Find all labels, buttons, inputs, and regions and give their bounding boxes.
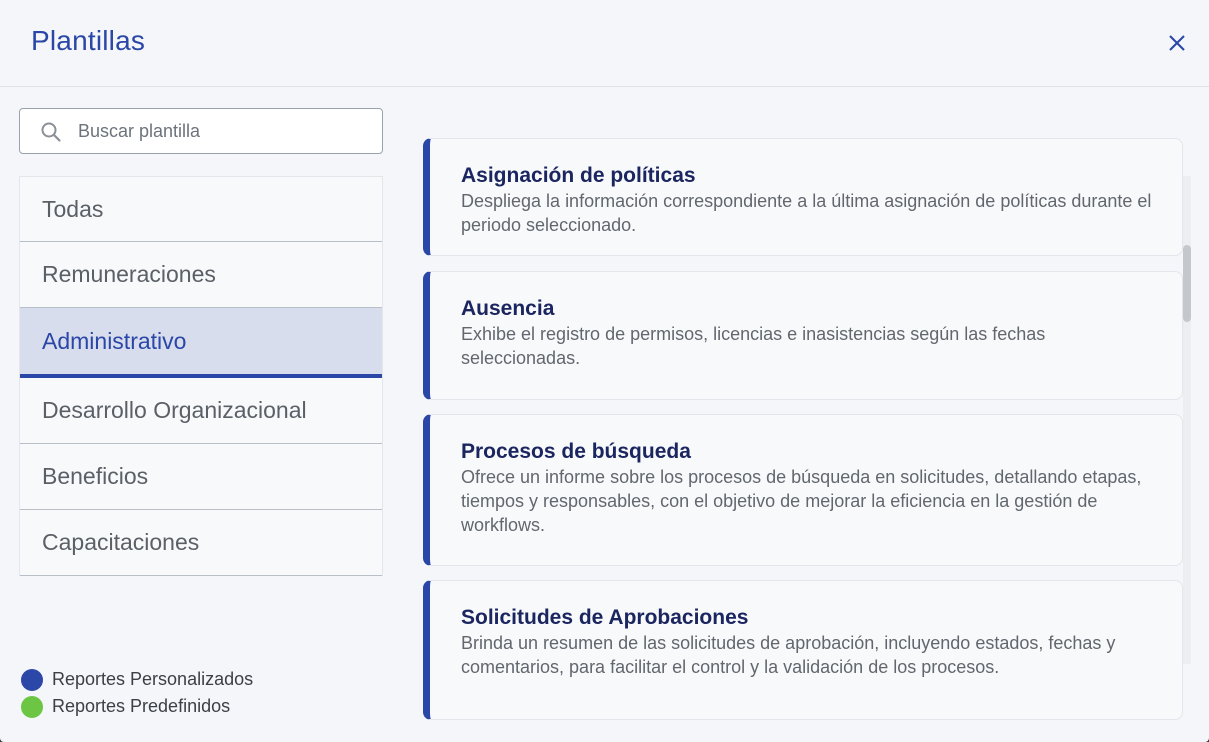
- legend-label: Reportes Predefinidos: [52, 696, 231, 716]
- legend: [21, 666, 253, 720]
- category-capacitaciones[interactable]: Capacitaciones: [20, 510, 382, 576]
- template-title: Ausencia: [461, 297, 555, 320]
- category-todas[interactable]: Todas: [20, 177, 382, 242]
- template-title: Asignación de políticas: [461, 164, 696, 187]
- search-icon: [40, 121, 62, 143]
- template-description: Brinda un resumen de las solicitudes de aprobación, incluyendo estados, fechas y comentarios, para facilitar el control y la validación de los procesos.: [461, 633, 1116, 677]
- template-card[interactable]: [423, 414, 1183, 566]
- scrollbar-thumb[interactable]: [1183, 245, 1191, 322]
- category-remuneraciones[interactable]: Remuneraciones: [20, 242, 382, 308]
- category-administrativo[interactable]: Administrativo: [20, 308, 382, 378]
- legend-label: Reportes Personalizados: [52, 669, 254, 689]
- template-title: Procesos de búsqueda: [461, 440, 691, 463]
- template-card[interactable]: [423, 138, 1183, 256]
- category-beneficios[interactable]: Beneficios: [20, 444, 382, 510]
- category-list: [19, 176, 383, 576]
- scrollbar[interactable]: [1183, 176, 1191, 664]
- legend-dot-green: [21, 696, 43, 718]
- template-card[interactable]: [423, 271, 1183, 400]
- legend-item-personalizados: [21, 666, 253, 693]
- search-box: [19, 108, 383, 154]
- page-title: Plantillas: [31, 25, 146, 56]
- template-description: Exhibe el registro de permisos, licencias e inasistencias según las fechas seleccionadas.: [461, 324, 1046, 368]
- template-card[interactable]: [423, 580, 1183, 720]
- modal-header: [0, 0, 1209, 87]
- template-description: Ofrece un informe sobre los procesos de búsqueda en solicitudes, detallando etapas, tiempos y responsables, con el objetivo de mejorar la eficiencia en la gestión de workflows.: [461, 467, 1142, 535]
- template-list: [423, 164, 1183, 677]
- legend-item-predefinidos: [21, 693, 253, 720]
- close-icon: [1168, 34, 1186, 52]
- template-title: Solicitudes de Aprobaciones: [461, 606, 749, 629]
- template-description: Despliega la información correspondiente a la última asignación de políticas durante el periodo seleccionado.: [461, 191, 1152, 235]
- close-button[interactable]: [1164, 30, 1190, 56]
- category-desarrollo-organizacional[interactable]: Desarrollo Organizacional: [20, 378, 382, 444]
- search-input[interactable]: [78, 117, 368, 145]
- legend-dot-blue: [21, 669, 43, 691]
